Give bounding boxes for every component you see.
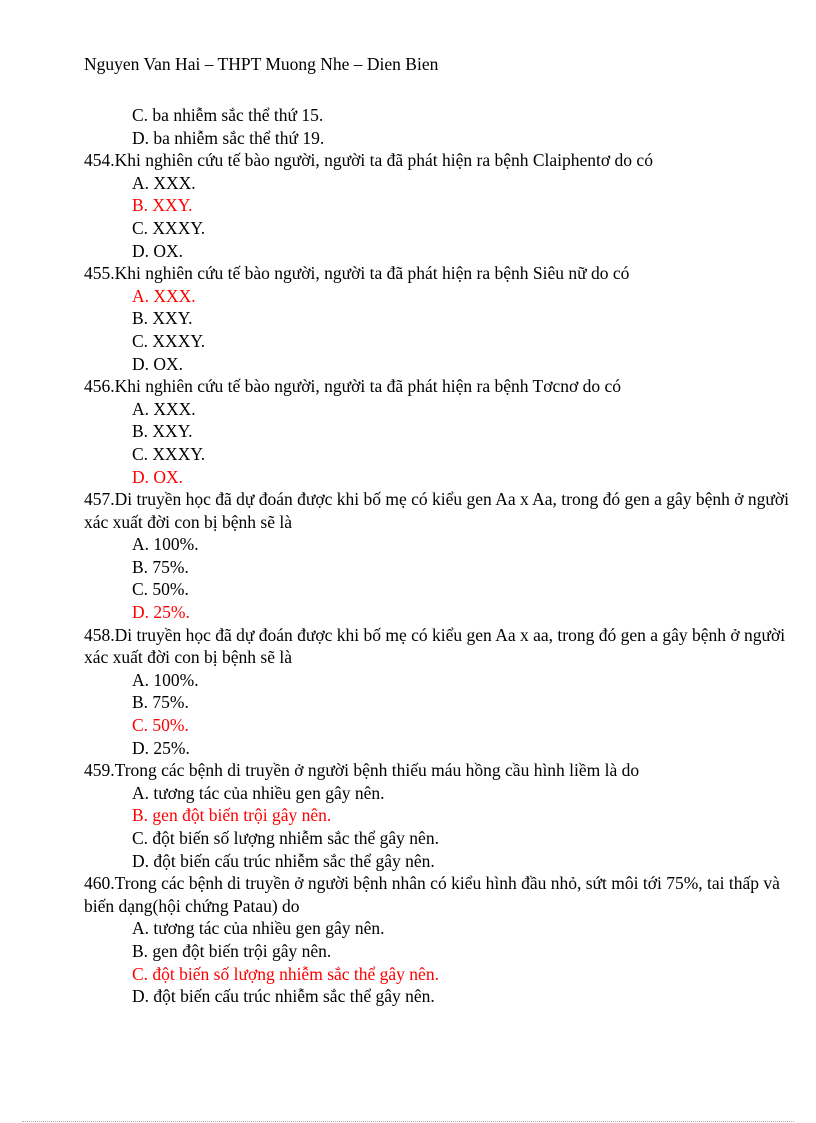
option-d: D. OX. bbox=[132, 353, 184, 374]
option-a: A. XXX. bbox=[132, 172, 196, 193]
page-header: Nguyen Van Hai – THPT Muong Nhe – Dien Bien bbox=[84, 54, 439, 74]
option-b: B. 75%. bbox=[132, 556, 189, 577]
option-c: C. ba nhiễm sắc thể thứ 15. bbox=[132, 105, 324, 125]
option-b: B. XXY. bbox=[132, 421, 193, 442]
option-a-correct: A. XXX. bbox=[132, 285, 196, 306]
option-a: A. 100%. bbox=[132, 669, 199, 690]
question-460 bbox=[84, 872, 796, 1008]
question-456 bbox=[84, 375, 796, 488]
question-stem: 460.Trong các bệnh di truyền ở người bệnh nhân có kiểu hình đầu nhỏ, sứt môi tới 75%, tai thấp và biến dạng(hội chứng Patau) do bbox=[84, 873, 780, 916]
option-c-correct: C. 50%. bbox=[132, 715, 189, 736]
option-c-correct: C. đột biến số lượng nhiễm sắc thể gây nên. bbox=[132, 963, 439, 984]
option-d: D. OX. bbox=[132, 240, 184, 261]
option-a: A. tương tác của nhiều gen gây nên. bbox=[132, 918, 385, 939]
option-c: C. 50%. bbox=[132, 579, 189, 600]
question-454 bbox=[84, 149, 796, 262]
option-b: B. gen đột biến trội gây nên. bbox=[132, 940, 332, 961]
question-stem: 459.Trong các bệnh di truyền ở người bệnh thiếu máu hồng cầu hình liềm là do bbox=[84, 760, 640, 781]
question-459 bbox=[84, 759, 796, 872]
option-d-correct: D. OX. bbox=[132, 466, 184, 487]
question-stem: 456.Khi nghiên cứu tế bào người, người ta đã phát hiện ra bệnh Tơcnơ do có bbox=[84, 376, 622, 397]
option-a: A. 100%. bbox=[132, 534, 199, 555]
option-d: D. 25%. bbox=[132, 737, 190, 758]
option-a: A. XXX. bbox=[132, 398, 196, 419]
option-c: C. đột biến số lượng nhiễm sắc thể gây nên. bbox=[132, 828, 439, 848]
option-c: C. XXXY. bbox=[132, 443, 206, 464]
option-b: B. 75%. bbox=[132, 692, 189, 713]
option-b-correct: B. gen đột biến trội gây nên. bbox=[132, 805, 332, 826]
page-bottom-dotted-rule bbox=[22, 1121, 794, 1122]
question-stem: 457.Di truyền học đã dự đoán được khi bố mẹ có kiểu gen Aa x Aa, trong đó gen a gây bệnh ở người xác xuất đời con bị bệnh sẽ là bbox=[84, 489, 790, 532]
option-c: C. XXXY. bbox=[132, 330, 206, 351]
option-d: D. ba nhiễm sắc thể thứ 19. bbox=[132, 127, 325, 148]
question-stem: 454.Khi nghiên cứu tế bào người, người ta đã phát hiện ra bệnh Claiphentơ do có bbox=[84, 150, 653, 171]
option-d: D. đột biến cấu trúc nhiễm sắc thể gây nên. bbox=[132, 986, 435, 1007]
question-stem: 455.Khi nghiên cứu tế bào người, người ta đã phát hiện ra bệnh Siêu nữ do có bbox=[84, 263, 630, 284]
option-d: D. đột biến cấu trúc nhiễm sắc thể gây nên. bbox=[132, 850, 435, 871]
carryover-options bbox=[84, 104, 796, 149]
option-a: A. tương tác của nhiều gen gây nên. bbox=[132, 782, 385, 803]
question-457 bbox=[84, 488, 796, 624]
option-b-correct: B. XXY. bbox=[132, 195, 193, 216]
question-stem: 458.Di truyền học đã dự đoán được khi bố mẹ có kiểu gen Aa x aa, trong đó gen a gây bệnh ở người xác xuất đời con bị bệnh sẽ là bbox=[84, 624, 786, 668]
question-458 bbox=[84, 624, 796, 760]
document-body bbox=[84, 104, 796, 1008]
option-d-correct: D. 25%. bbox=[132, 602, 190, 623]
question-455 bbox=[84, 262, 796, 375]
option-b: B. XXY. bbox=[132, 308, 193, 329]
option-c: C. XXXY. bbox=[132, 217, 206, 238]
